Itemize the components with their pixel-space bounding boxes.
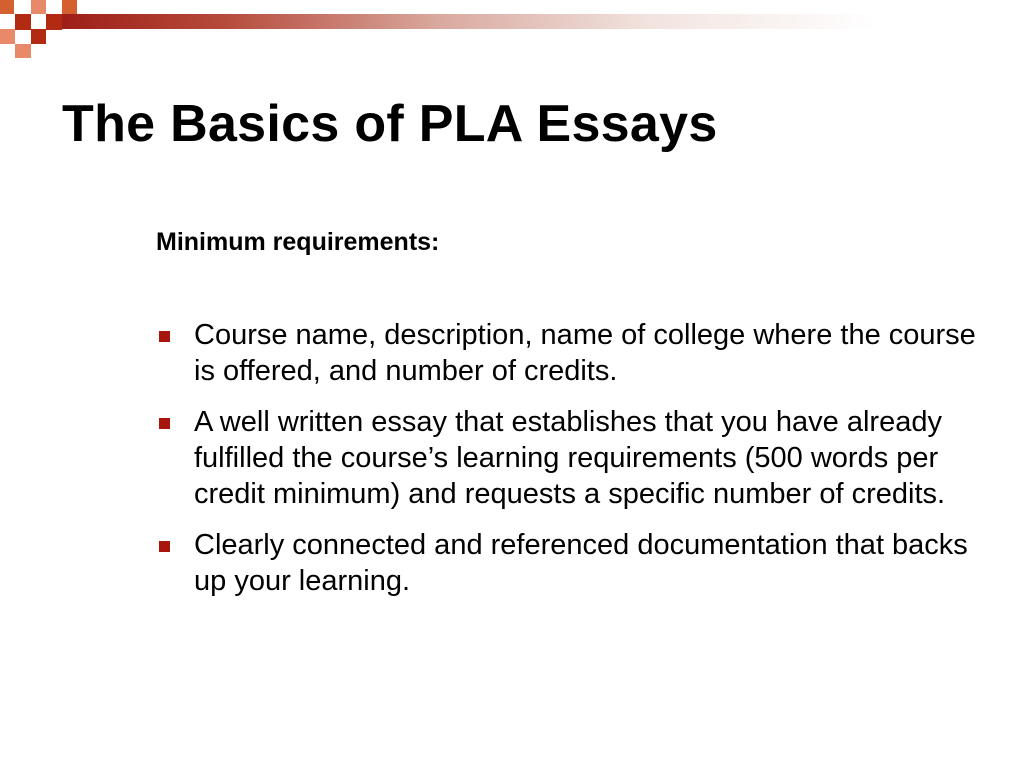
square-bullet-icon (159, 541, 170, 552)
checker-square (62, 0, 77, 14)
bullet-item (156, 317, 976, 389)
slide-title: The Basics of PLA Essays (62, 95, 718, 153)
checker-square (0, 29, 15, 44)
checker-square (31, 0, 46, 14)
bullet-text: A well written essay that establishes that you have already fulfilled the course’s learning requirements (500 words per credit minimum) and requests a specific number of credits. (194, 406, 946, 510)
bullet-item (156, 404, 976, 512)
section-subheading: Minimum requirements: (156, 228, 440, 256)
checker-square (15, 44, 31, 58)
square-bullet-icon (159, 418, 170, 429)
bullet-item (156, 527, 976, 599)
bullet-list (156, 317, 976, 614)
checker-square (31, 29, 46, 44)
square-bullet-icon (159, 331, 170, 342)
checker-square (46, 14, 62, 30)
checker-square (15, 14, 31, 30)
bullet-text: Clearly connected and referenced documentation that backs up your learning. (194, 529, 968, 597)
bullet-text: Course name, description, name of college where the course is offered, and number of credits. (194, 319, 976, 387)
checker-square (0, 0, 14, 14)
header-gradient-bar (46, 14, 1024, 29)
